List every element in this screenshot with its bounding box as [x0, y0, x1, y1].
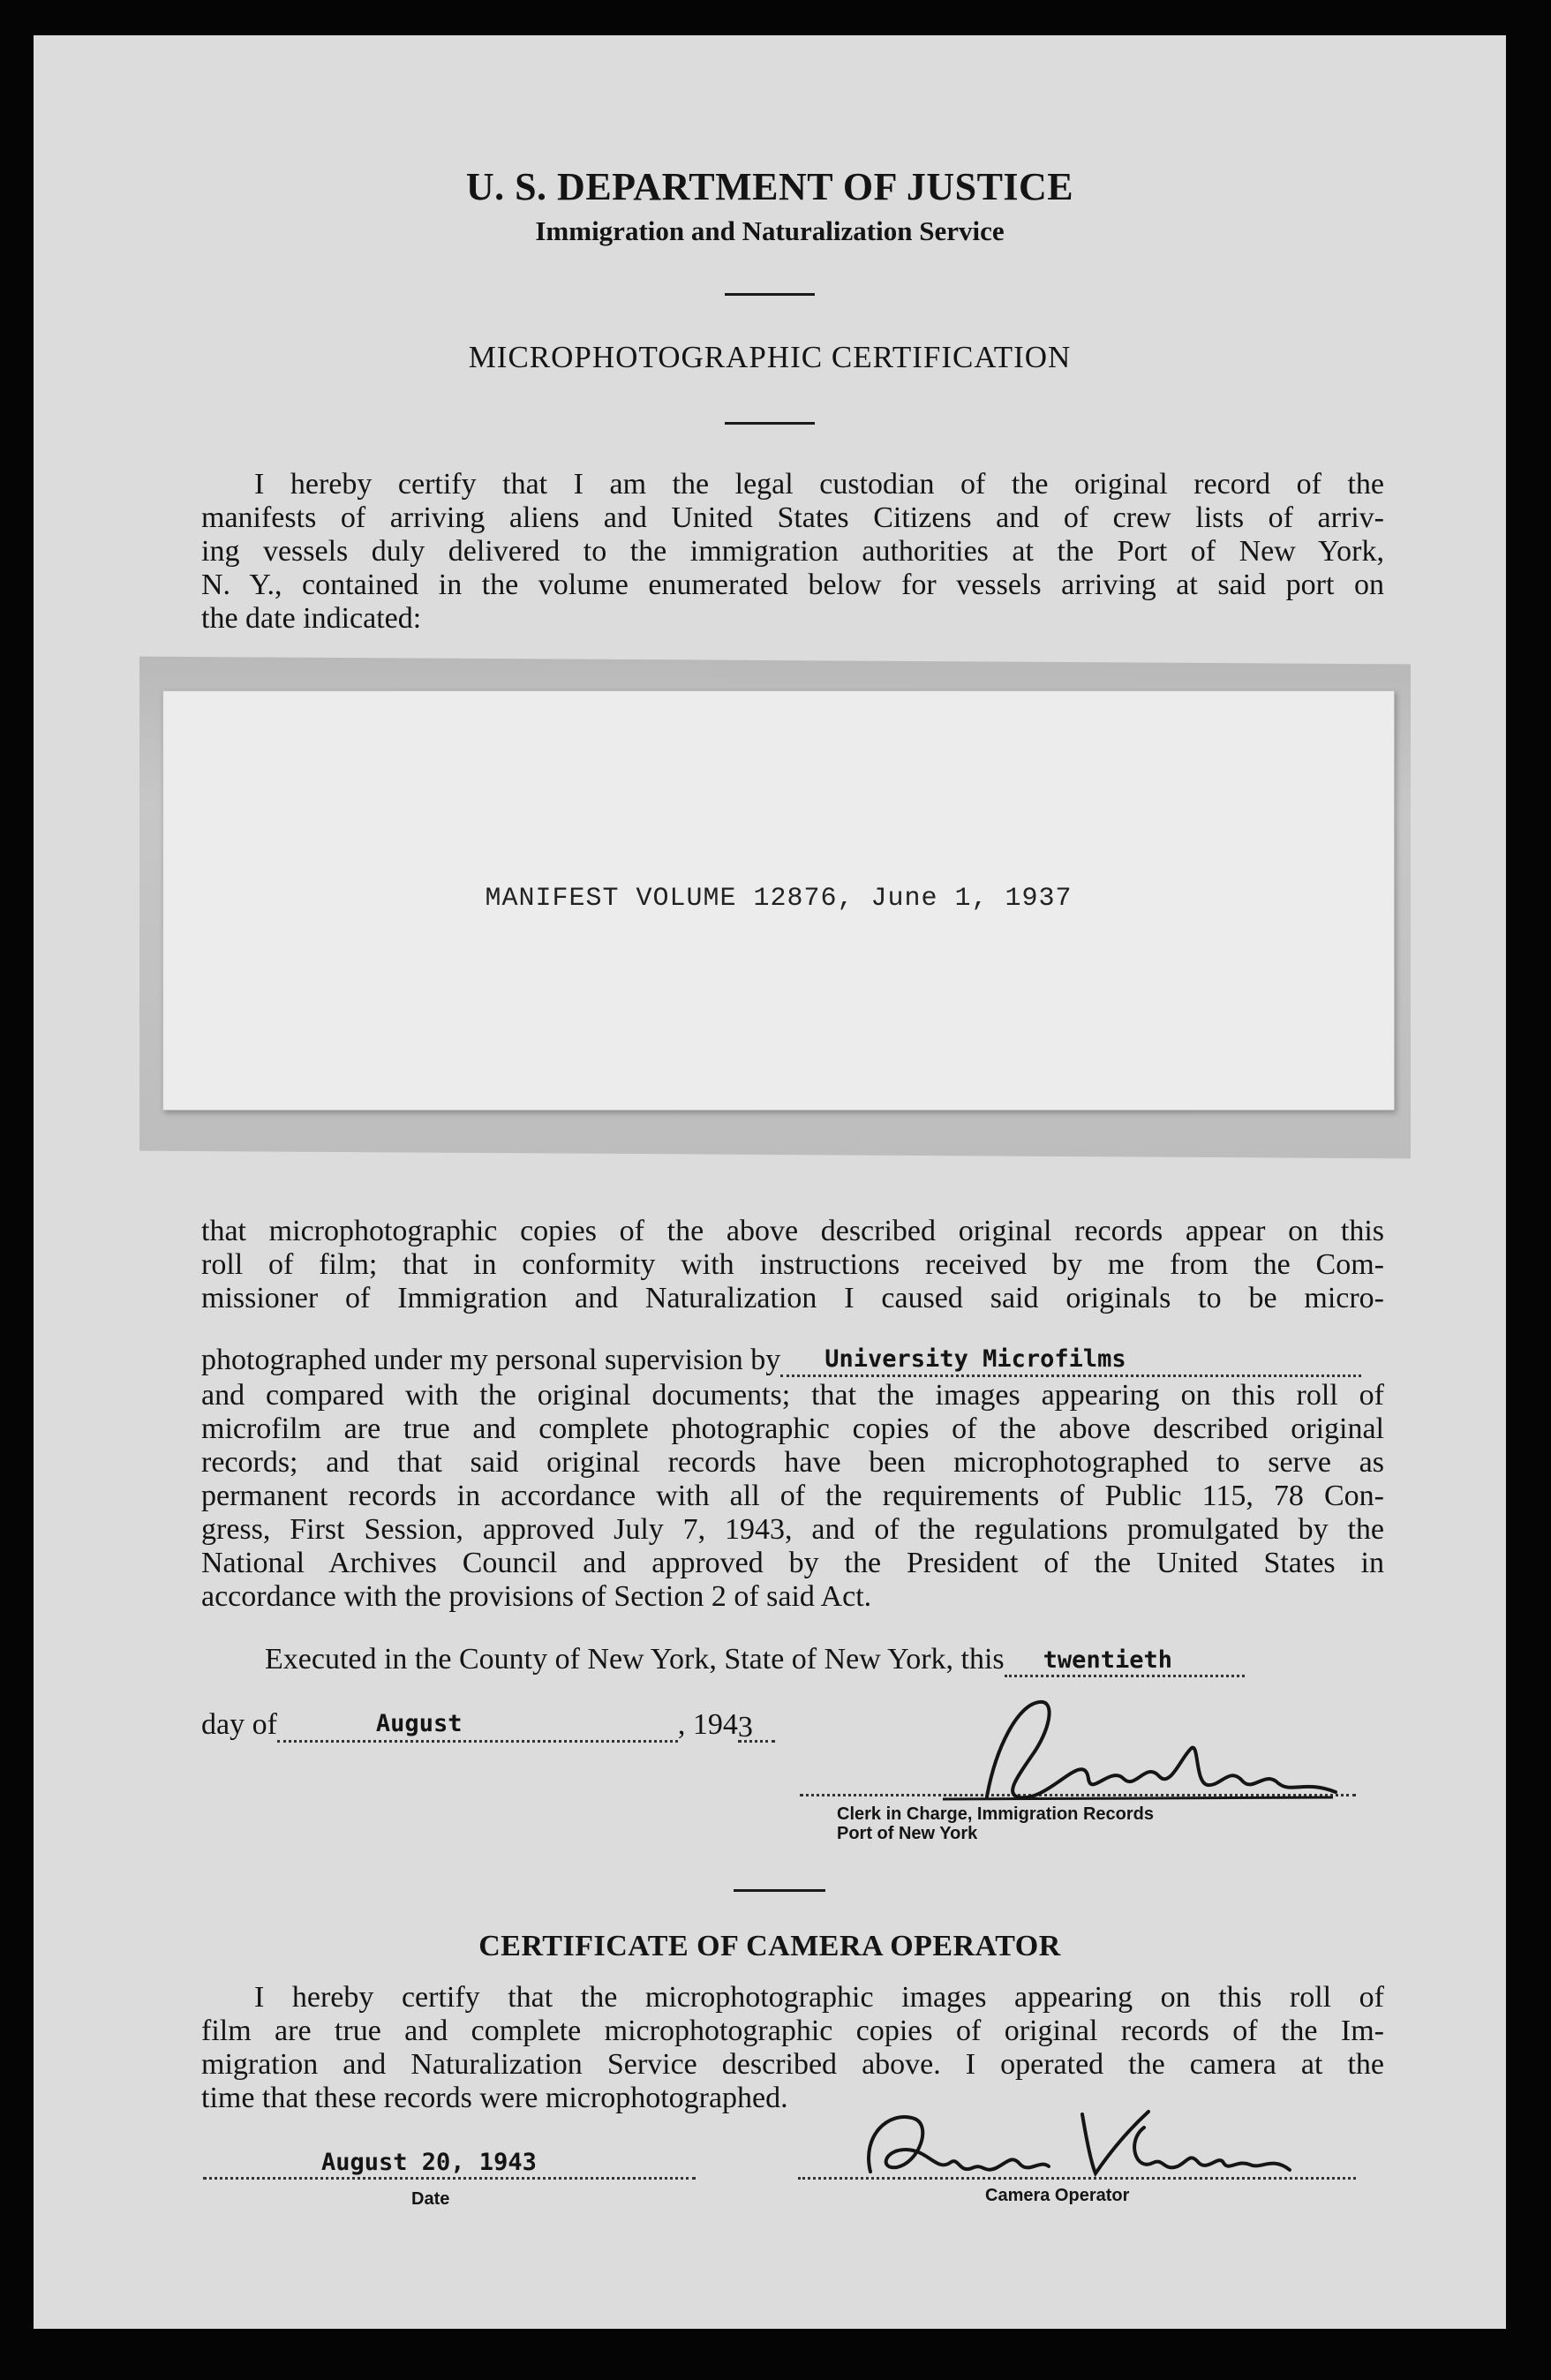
document-page [34, 35, 1506, 2329]
text-line: N. Y., contained in the volume enumerated below for vessels arriving at said port on [201, 569, 1384, 601]
supervision-prefix: photographed under my personal supervision by [201, 1344, 781, 1376]
executed-line [265, 1642, 1245, 1677]
text-line: records; and that said original records have been microphotographed to serve as [201, 1446, 1384, 1479]
clerk-caption [837, 1804, 1154, 1843]
text-line: accordance with the provisions of Section 2 of said Act. [201, 1580, 872, 1613]
body-paragraph [201, 1215, 1384, 1315]
service-subtitle: Immigration and Naturalization Service [535, 215, 1005, 246]
text-line: permanent records in accordance with all of the requirements of Public 115, 78 Con- [201, 1480, 1384, 1512]
microfilm-company: University Microfilms [824, 1345, 1126, 1373]
camera-certificate-heading: CERTIFICATE OF CAMERA OPERATOR [478, 1930, 1061, 1962]
text-line: ing vessels duly delivered to the immigration authorities at the Port of New York, [201, 535, 1384, 568]
text-line: the date indicated: [201, 602, 422, 635]
operator-label: Camera Operator [985, 2186, 1130, 2205]
date-value: August 20, 1943 [321, 2149, 537, 2176]
text-line: National Archives Council and approved by the President of the United States in [201, 1547, 1384, 1579]
intro-paragraph [201, 468, 1384, 636]
text-line: manifests of arriving aliens and United States Citizens and of crew lists of arriv- [201, 501, 1384, 534]
text-line: film are true and complete microphotographic copies of original records of the Im- [201, 2015, 1384, 2047]
executed-prefix: Executed in the County of New York, State of New York, this [265, 1643, 1005, 1676]
supervision-line [201, 1344, 1384, 1377]
manifest-volume-text: MANIFEST VOLUME 12876, June 1, 1937 [485, 884, 1073, 914]
volume-slip [162, 690, 1395, 1111]
text-line: missioner of Immigration and Naturalization I caused said originals to be micro- [201, 1282, 1384, 1314]
executed-day: twentieth [1043, 1646, 1172, 1674]
department-title: U. S. DEPARTMENT OF JUSTICE [465, 165, 1074, 208]
text-line: microfilm are true and complete photographic copies of the above described original [201, 1412, 1384, 1445]
divider-rule [725, 422, 815, 425]
text-line: roll of film; that in conformity with instructions received by me from the Com- [201, 1248, 1384, 1281]
clerk-port: Port of New York [837, 1824, 978, 1843]
year-prefix: , 194 [677, 1708, 738, 1741]
body-paragraph-continued [201, 1379, 1384, 1614]
text-line: that microphotographic copies of the above described original records appear on this [201, 1215, 1384, 1247]
text-line: and compared with the original documents; that the images appearing on this roll of [201, 1379, 1384, 1412]
text-line: I hereby certify that I am the legal custodian of the original record of the [254, 468, 1384, 501]
camera-paragraph [201, 1981, 1384, 2115]
year-blank [738, 1713, 775, 1743]
day-of-label: day of [201, 1708, 277, 1741]
month-value: August [375, 1710, 463, 1737]
date-label: Date [411, 2189, 450, 2209]
supervision-blank [780, 1345, 1361, 1377]
text-line: time that these records were microphotographed. [201, 2082, 788, 2114]
certification-heading: MICROPHOTOGRAPHIC CERTIFICATION [468, 340, 1072, 374]
divider-rule [725, 293, 815, 296]
text-line: gress, First Session, approved July 7, 1943, and of the regulations promulgated by the [201, 1513, 1384, 1546]
day-of-line [201, 1707, 775, 1743]
operator-signature [844, 2101, 1303, 2189]
month-blank [277, 1710, 678, 1743]
year-digit: 3 [737, 1711, 753, 1744]
clerk-title: Clerk in Charge, Immigration Records [837, 1804, 1154, 1824]
clerk-signature [934, 1695, 1340, 1810]
text-line: I hereby certify that the microphotographic images appearing on this roll of [254, 1981, 1384, 2014]
text-line: migration and Naturalization Service described above. I operated the camera at the [201, 2048, 1384, 2081]
divider-rule [734, 1889, 825, 1892]
executed-day-blank [1005, 1648, 1245, 1677]
